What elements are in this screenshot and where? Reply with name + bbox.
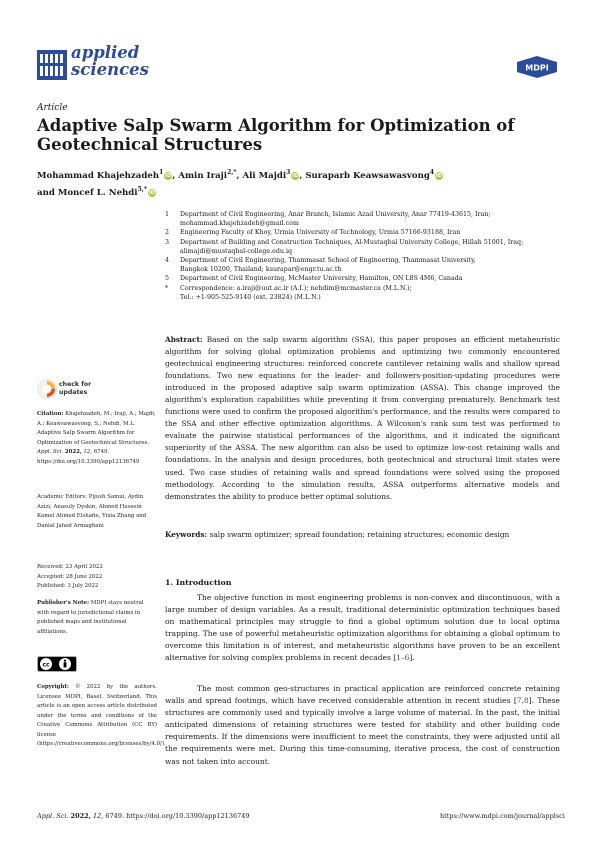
footer-citation: Appl. Sci. 2022, 12, 6749. https://doi.org/10.3390/app12136749 [37, 812, 250, 820]
author-separator: , [236, 170, 240, 181]
publishers-note [37, 599, 157, 637]
intro-paragraph-2: The most common geo-structures in practical application are reinforced concrete retaining walls and spread footings, which have received considerable attention in recent studies [7,8]. These structures are commonly used and typically involve a large volume of material. In the past, the initial anticipated dimensions of retaining structures were tested for stability and other building code requirements. If the dimensions were insufficient to meet the constraints, they were adjusted until all the requirements were met. During this time-consuming, iterative process, the cost of construction was not taken into account. [165, 684, 560, 766]
orcid-icon[interactable]: iD [292, 172, 299, 179]
affiliation-item [165, 284, 560, 302]
abstract [165, 334, 560, 503]
author-affiliation-sup: 4 [429, 169, 435, 176]
pubnote-label: Publisher's Note: [37, 600, 90, 606]
orcid-icon[interactable]: iD [435, 172, 443, 179]
pubnote-text: MDPI stays neutral with regard to jurisdictional claims in published maps and institutional affiliations. [37, 600, 144, 635]
check-updates-icon [37, 379, 57, 399]
journal-grid-icon [37, 50, 67, 80]
affiliation-number: 5 [165, 275, 170, 283]
affiliation-line: mohammad.khajehzadeh@gmail.com [180, 220, 299, 228]
affiliation-number: 4 [165, 257, 170, 265]
copyright-label: Copyright: [37, 684, 69, 690]
footer-journal-url[interactable]: https://www.mdpi.com/journal/applsci [440, 812, 565, 820]
mdpi-logo-icon[interactable] [517, 56, 557, 78]
citation-vol: 12, [83, 449, 93, 456]
orcid-icon[interactable]: iD [165, 172, 172, 179]
orcid-icon[interactable]: iD [148, 189, 156, 196]
received-date: Received: 23 April 2022 [37, 564, 103, 570]
affiliation-line: Bangkok 10200, Thailand; ksurapar@engr.tu.ac.th [180, 266, 342, 274]
intro-paragraph-1: The objective function in most engineering problems is non-convex and discontinuous, with a large number of design variables. As a result, traditional deterministic optimization techniques based on mathematical principles may struggle to find a global optimum solution due to local optima trapping. The use of powerful metaheuristic optimization algorithms for obtaining a global optimum to overcome this limitation is of interest, and metaheuristic algorithms have proven to be an excellent alternative for solving complex problems in recent decades [1–6]. [165, 593, 560, 663]
affiliation-item [165, 228, 560, 237]
affiliation-number: 3 [165, 238, 170, 246]
abstract-text: Based on the salp swarm algorithm (SSA), this paper proposes an efficient metaheuristic algorithm for solving global optimization problems and optimizing two commonly encountered geotechnical engineering structures: reinforced concrete cantilever retaining walls and shallow spread foundations. Two new equations for the leader- and followers-position-updating procedures were introduced in the proposed adaptive salp swarm optimization (ASSA). This change improved the algorithm's exploration capabilities while preventing it from converging prematurely. Benchmark test functions were used to confirm the proposed algorithm's performance, and the results were compared to the SSA and other effective optimization algorithms. A Wilcoxon's rank sum test was performed to evaluate the pairwise statistical performances of the algorithms, and it indicated the significant superiority of the ASSA. The new algorithm can also be used to optimize low-cost retaining walls and foundations. In the analysis and design procedures, both geotechnical and structural limit states were used. Two case studies of retaining walls and spread foundations were solved using the proposed methodology. According to the simulation results, ASSA outperforms alternative models and demonstrates the ability to produce better optimal solutions. [165, 335, 561, 501]
affiliation-item [165, 274, 560, 283]
affiliation-number: 1 [165, 211, 170, 218]
reference-link[interactable]: 7,8 [516, 696, 529, 706]
accepted-date: Accepted: 28 June 2022 [37, 573, 103, 580]
journal-name: applied sciences [71, 43, 149, 79]
affiliation-line: Department of Civil Engineering, McMaster University, Hamilton, ON L8S 4M6, Canada [180, 275, 463, 283]
author-list [37, 166, 557, 200]
published-date: Published: 3 July 2022 [37, 583, 99, 590]
author-affiliation-sup: 1 [159, 169, 164, 176]
section-heading-introduction: 1. Introduction [165, 578, 232, 587]
citation-doi[interactable]: 6749. https://doi.org/10.3390/app12136749 [37, 449, 140, 465]
affiliations [165, 210, 560, 302]
citation-year: 2022, [64, 449, 82, 456]
publisher-label: MDPI [525, 63, 549, 73]
author-name[interactable]: Amin Iraji [178, 170, 228, 181]
author-name[interactable]: and Moncef L. Nehdi [37, 187, 138, 198]
keywords-text: salp swarm optimizer; spread foundation; retaining structures; economic design [209, 530, 510, 539]
check-for-updates-badge[interactable] [37, 379, 97, 401]
affiliation-item [165, 238, 560, 256]
author-name[interactable]: Ali Majdi [242, 170, 287, 181]
author-affiliation-sup: 2,* [227, 169, 237, 176]
affiliation-number: * [165, 284, 169, 292]
cc-license-icon[interactable] [37, 656, 77, 672]
reference-link[interactable]: 1–6 [396, 653, 410, 663]
affiliation-item [165, 256, 560, 274]
journal-logo[interactable] [37, 44, 157, 90]
citation-label: Citation: [37, 411, 64, 417]
affiliation-number: 2 [165, 229, 170, 237]
affiliation-line: Tel.: +1-905-525-9140 (ext. 23824) (M.L.N.) [180, 293, 321, 301]
affiliation-line: Department of Civil Engineering, Thammasat School of Engineering, Thammasat University, [180, 257, 476, 265]
keywords-label: Keywords: [165, 530, 208, 539]
check-updates-text: check for updates [59, 381, 92, 396]
copyright-text: © 2022 by the authors. Licensee MDPI, Basel, Switzerland. This article is an open access article distributed under the terms and conditions of the Creative Commons Attribution (CC BY) license (https://creativecommons.org/licenses/by/4.0/). [37, 684, 166, 748]
affiliation-line: Engineering Faculty of Khoy, Urmia University of Technology, Urmia 57166-93188, Iran [180, 229, 461, 237]
citation-text: Khajehzadeh, M.; Iraji, A.; Majdi, A.; Keawsawasvong, S.; Nehdi, M.L. Adaptive Salp Swarm Algorithm for Optimization of Geotechnical Structures. [37, 411, 156, 446]
affiliation-line: Department of Building and Construction Techniques, Al-Mustaqbal University College, Hillah 51001, Iraq; [180, 238, 524, 246]
affiliation-line: Correspondence: a.iraji@uut.ac.ir (A.I.); nehdim@mcmaster.ca (M.L.N.); [180, 284, 412, 292]
abstract-label: Abstract: [165, 335, 203, 344]
article-type: Article [37, 103, 68, 113]
academic-editors: Academic Editors: Pijush Samui, Aydin Azizi, Anasuly Dyskin, Ahmed Hussein Kamel Ahmed Elshafie, Yixia Zhang and Danial Jahed Armaghani [37, 494, 147, 529]
author-separator: , [299, 170, 303, 181]
keywords [165, 529, 560, 540]
author-separator: , [172, 170, 176, 181]
author-name[interactable]: Suraparb Keawsawasvong [305, 170, 430, 181]
affiliation-item [165, 210, 560, 228]
citation-block [37, 410, 157, 467]
author-affiliation-sup: 5,* [137, 185, 147, 193]
copyright-block [37, 683, 166, 750]
affiliation-line: alimajdi@mustaqbal-college.edu.iq [180, 247, 292, 255]
dates-block [37, 563, 157, 592]
author-name[interactable]: Mohammad Khajehzadeh [37, 170, 160, 181]
cc-badge-label: cc [42, 661, 50, 669]
affiliation-line: Department of Civil Engineering, Anar Branch, Islamic Azad University, Anar 77419-43615, Iran; [180, 211, 491, 218]
author-affiliation-sup: 3 [286, 169, 291, 176]
article-title: Adaptive Salp Swarm Algorithm for Optimization of Geotechnical Structures [37, 116, 515, 154]
citation-journal: Appl. Sci. [37, 449, 64, 456]
